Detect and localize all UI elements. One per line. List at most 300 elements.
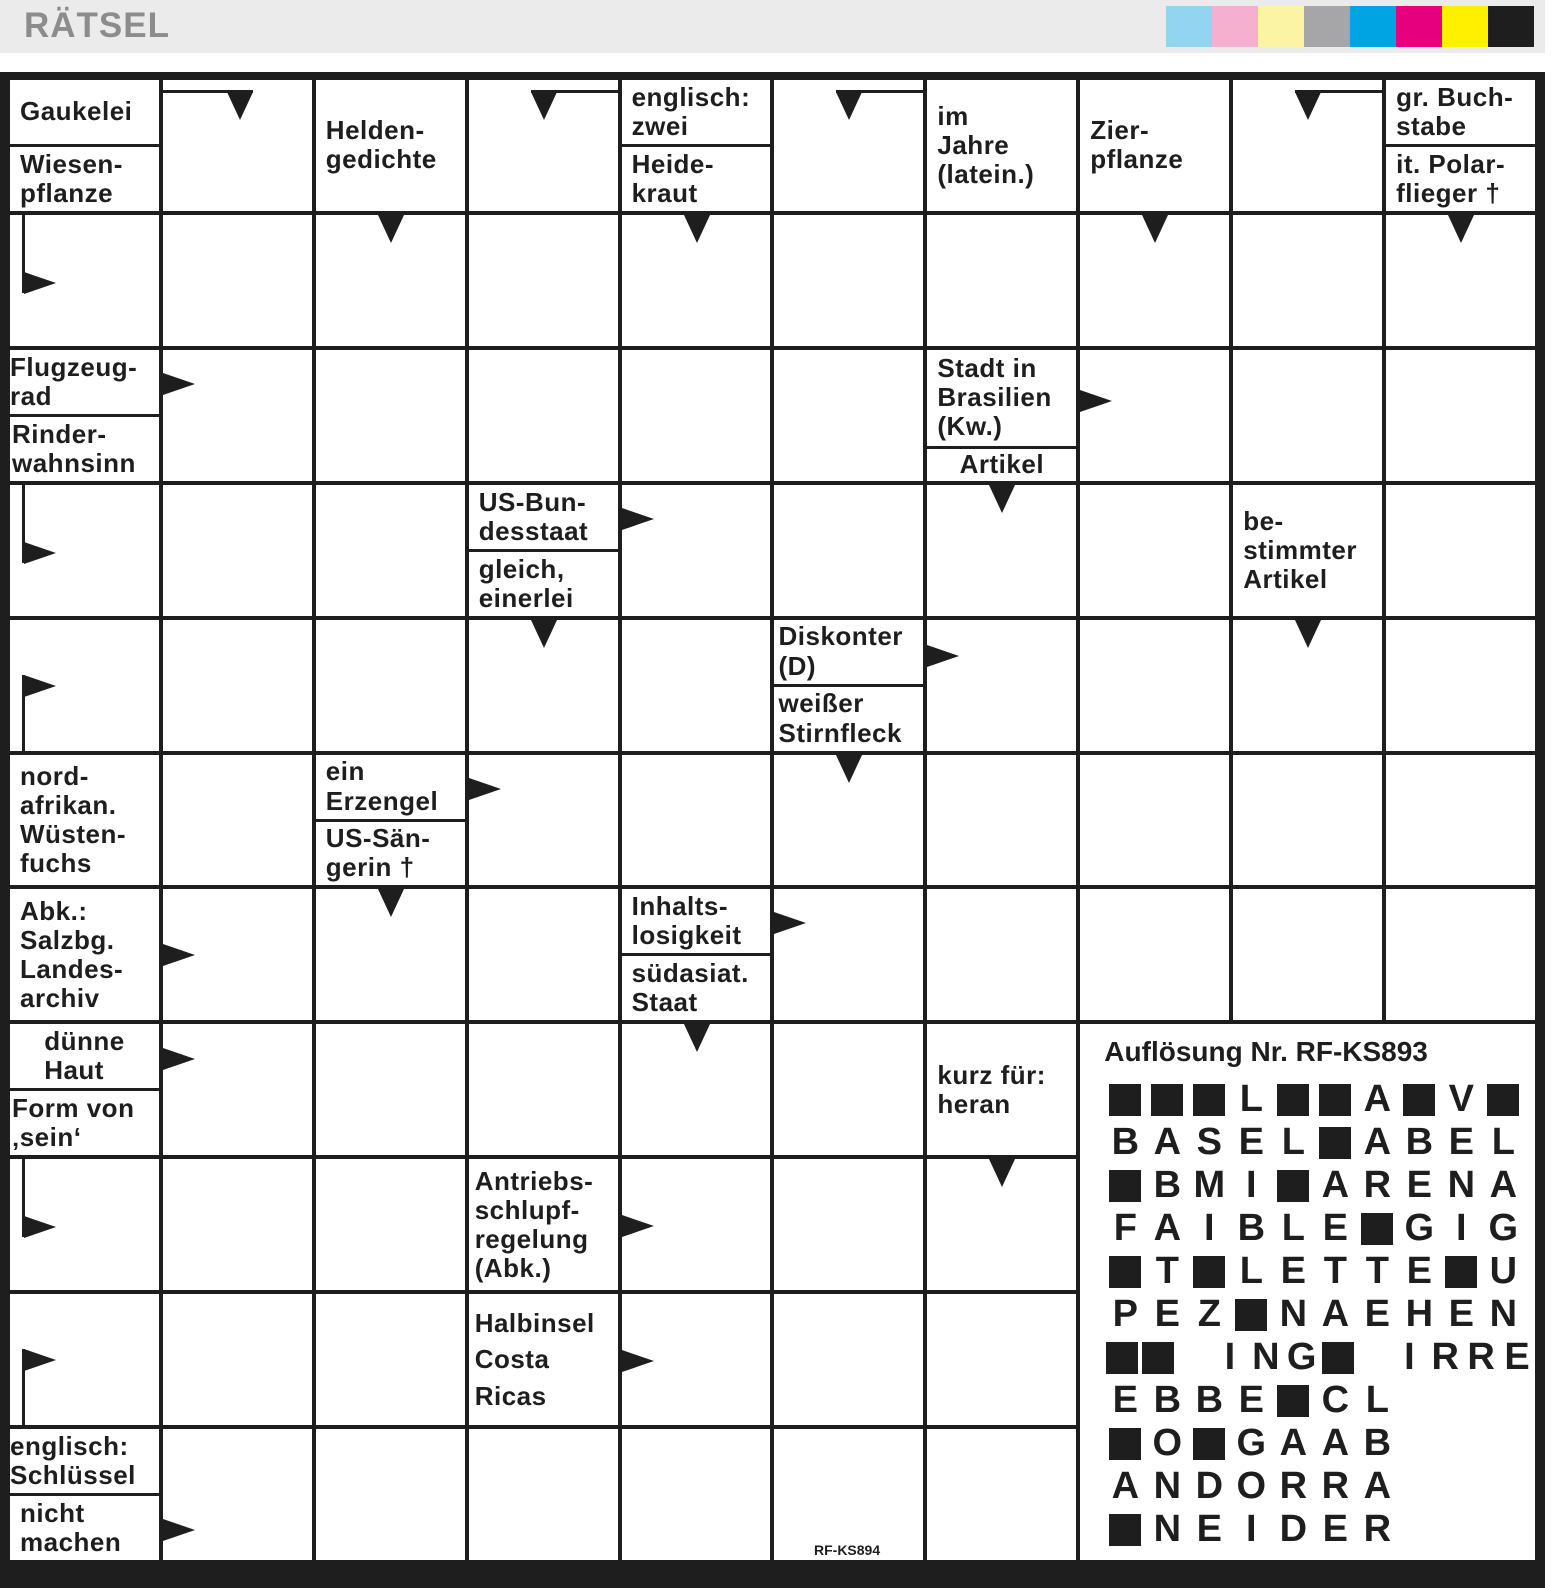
solution-block [1104, 1422, 1146, 1465]
answer-cell[interactable] [469, 889, 618, 1020]
answer-cell[interactable] [774, 80, 923, 211]
answer-cell[interactable] [469, 215, 618, 346]
solution-block-fill [1109, 1256, 1141, 1288]
answer-cell[interactable] [10, 1159, 159, 1290]
solution-block-fill [1109, 1170, 1141, 1202]
solution-letter: R [1431, 1336, 1459, 1379]
arrow-down-icon [836, 755, 862, 783]
answer-cell[interactable] [163, 620, 312, 751]
solution-letter: E [1448, 1121, 1474, 1164]
solution-letter: B [1153, 1164, 1182, 1207]
solution-block-fill [1403, 1084, 1435, 1116]
answer-cell[interactable] [927, 1429, 1076, 1560]
solution-letter: T [1323, 1250, 1347, 1293]
clue-cell [469, 1294, 618, 1425]
solution-row [1104, 1121, 1535, 1164]
solution-row [1104, 1379, 1535, 1422]
solution-letter: E [1364, 1293, 1390, 1336]
solution-letter: Z [1197, 1293, 1221, 1336]
clue-cell [316, 755, 465, 886]
solution-letter: N [1153, 1508, 1182, 1551]
solution-block-fill [1109, 1084, 1141, 1116]
solution-block [1272, 1379, 1314, 1422]
arrow-down-icon [531, 92, 557, 120]
solution-letter: G [1404, 1207, 1435, 1250]
answer-cell[interactable] [927, 620, 1076, 751]
solution-letter: E [1196, 1508, 1222, 1551]
clue-cell [622, 889, 771, 1020]
arrow-down-icon [378, 215, 404, 243]
swatch-cyan-light [1166, 6, 1212, 47]
clue-text: Artikel [927, 449, 1076, 481]
solution-letter: R [1321, 1465, 1350, 1508]
solution-block [1140, 1336, 1176, 1379]
clue-text: US-Bun- desstaat [469, 485, 618, 549]
answer-cell[interactable] [1386, 889, 1535, 1020]
clue-text: Form von ‚sein‘ [10, 1091, 159, 1155]
solution-letter: O [1152, 1422, 1183, 1465]
answer-cell[interactable] [10, 1294, 159, 1425]
solution-letter: R [1467, 1336, 1495, 1379]
solution-letter: N [1153, 1465, 1182, 1508]
solution-letter: N [1447, 1164, 1476, 1207]
arrow-down-icon [1295, 620, 1321, 648]
arrow-right-icon [24, 272, 56, 294]
clue-text: be- stimmter Artikel [1233, 485, 1382, 616]
arrow-down-icon [1448, 215, 1474, 243]
solution-letter: I [1456, 1207, 1467, 1250]
solution-block-fill [1487, 1084, 1519, 1116]
answer-cell[interactable] [927, 889, 1076, 1020]
arrow-line [22, 675, 25, 751]
solution-letter: E [1406, 1164, 1432, 1207]
answer-cell[interactable] [163, 485, 312, 616]
solution-letter: B [1111, 1121, 1140, 1164]
clue-cell [10, 1429, 159, 1560]
solution-row [1104, 1422, 1535, 1465]
answer-cell[interactable] [163, 889, 312, 1020]
answer-cell[interactable] [774, 485, 923, 616]
arrow-down-icon [1142, 215, 1168, 243]
solution-letter: E [1322, 1508, 1348, 1551]
answer-cell[interactable] [1386, 620, 1535, 751]
solution-block-fill [1109, 1428, 1141, 1460]
answer-cell[interactable] [316, 620, 465, 751]
solution-letter: A [1363, 1121, 1392, 1164]
arrow-down-icon [684, 215, 710, 243]
clue-cell [927, 350, 1076, 481]
solution-block [1104, 1078, 1146, 1121]
clue-text: kurz für: heran [927, 1024, 1076, 1155]
puzzle-code: RF-KS894 [814, 1542, 881, 1558]
solution-letter: E [1154, 1293, 1180, 1336]
clue-cell [927, 1024, 1076, 1155]
clue-cell [1386, 80, 1535, 211]
page-title: RÄTSEL [24, 6, 170, 45]
solution-letter: B [1195, 1379, 1224, 1422]
swatch-yellow-light [1258, 6, 1304, 47]
answer-cell[interactable] [774, 1429, 923, 1560]
swatch-yellow [1442, 6, 1488, 47]
solution-block [1482, 1078, 1524, 1121]
clue-cell [927, 80, 1076, 211]
solution-title: Auflösung Nr. RF-KS893 [1104, 1036, 1428, 1068]
arrow-right-icon [469, 778, 501, 800]
solution-letter: N [1252, 1336, 1280, 1379]
arrow-right-icon [24, 542, 56, 564]
answer-cell[interactable] [163, 1024, 312, 1155]
clue-cell [622, 80, 771, 211]
arrow-right-icon [163, 1048, 195, 1070]
solution-letter: T [1155, 1250, 1179, 1293]
clue-text: nord- afrikan. Wüsten- fuchs [10, 755, 159, 886]
clue-text: ein Erzengel [316, 755, 465, 819]
solution-block [1104, 1164, 1146, 1207]
solution-letter: A [1363, 1078, 1392, 1121]
clue-text: dünne Haut [10, 1024, 159, 1088]
answer-cell[interactable] [774, 1294, 923, 1425]
clue-cell [1080, 80, 1229, 211]
solution-block-fill [1277, 1385, 1309, 1417]
solution-letter: E [1322, 1207, 1348, 1250]
clue-cell [1233, 485, 1382, 616]
answer-cell[interactable] [927, 1294, 1076, 1425]
solution-letter: G [1488, 1207, 1519, 1250]
solution-letter: L [1491, 1121, 1515, 1164]
solution-letter: B [1363, 1422, 1392, 1465]
answer-cell[interactable] [1080, 620, 1229, 751]
clue-text: Zier- pflanze [1080, 80, 1229, 211]
answer-cell[interactable] [1080, 755, 1229, 886]
solution-letter: S [1196, 1121, 1222, 1164]
answer-cell[interactable] [469, 1429, 618, 1560]
answer-cell[interactable] [1233, 889, 1382, 1020]
arrow-right-icon [927, 645, 959, 667]
solution-letter: A [1321, 1293, 1350, 1336]
clue-text: Inhalts- losigkeit [622, 889, 771, 953]
clue-text: englisch: zwei [622, 80, 771, 144]
answer-cell[interactable] [622, 620, 771, 751]
solution-block [1356, 1207, 1398, 1250]
answer-cell[interactable] [1233, 350, 1382, 481]
arrow-down-icon [989, 485, 1015, 513]
swatch-black [1488, 6, 1534, 47]
clue-text: gleich, einerlei [469, 552, 618, 616]
arrow-right-icon [163, 1519, 195, 1541]
solution-letter: F [1113, 1207, 1137, 1250]
solution-letter: D [1195, 1465, 1224, 1508]
answer-cell[interactable] [316, 1429, 465, 1560]
answer-cell[interactable] [622, 755, 771, 886]
solution-letter: A [1489, 1164, 1518, 1207]
solution-block-fill [1277, 1084, 1309, 1116]
answer-cell[interactable] [163, 1159, 312, 1290]
answer-cell[interactable] [1386, 215, 1535, 346]
solution-block-fill [1106, 1342, 1138, 1374]
solution-letter: O [1236, 1465, 1267, 1508]
solution-block [1104, 1336, 1140, 1379]
solution-letter: B [1405, 1121, 1434, 1164]
solution-panel [1080, 1024, 1535, 1560]
solution-letter: I [1246, 1164, 1257, 1207]
answer-cell[interactable] [622, 1429, 771, 1560]
swatch-magenta-light [1212, 6, 1258, 47]
arrow-down-icon [1295, 92, 1321, 120]
clue-text: Abk.: Salzbg. Landes- archiv [10, 889, 159, 1020]
answer-cell[interactable] [774, 1159, 923, 1290]
solution-letter: A [1111, 1465, 1140, 1508]
answer-cell[interactable] [316, 485, 465, 616]
solution-row [1104, 1336, 1535, 1379]
swatch-magenta [1396, 6, 1442, 47]
solution-letter: L [1365, 1379, 1389, 1422]
solution-letter: L [1281, 1121, 1305, 1164]
clue-cell [316, 80, 465, 211]
solution-block [1104, 1508, 1146, 1551]
arrow-right-icon [24, 1349, 56, 1371]
solution-letter: L [1281, 1207, 1305, 1250]
solution-letter: A [1153, 1207, 1182, 1250]
solution-block-fill [1193, 1084, 1225, 1116]
solution-block [1314, 1078, 1356, 1121]
header-bar [0, 0, 1545, 53]
solution-letter: R [1363, 1164, 1392, 1207]
answer-cell[interactable] [927, 215, 1076, 346]
solution-block [1146, 1078, 1188, 1121]
answer-cell[interactable] [163, 215, 312, 346]
clue-text: gr. Buch- stabe [1386, 80, 1535, 144]
clue-text: Wiesen- pflanze [10, 147, 159, 211]
clue-text: Gaukelei [10, 80, 159, 144]
solution-letter: E [1112, 1379, 1138, 1422]
clue-text: weißer Stirnfleck [774, 687, 923, 751]
solution-letter: H [1405, 1293, 1434, 1336]
solution-block [1272, 1078, 1314, 1121]
answer-cell[interactable] [622, 350, 771, 481]
solution-row [1104, 1293, 1535, 1336]
answer-cell[interactable] [316, 1024, 465, 1155]
answer-cell[interactable] [469, 1024, 618, 1155]
answer-cell[interactable] [10, 215, 159, 346]
arrow-right-icon [163, 944, 195, 966]
arrow-right-icon [774, 912, 806, 934]
solution-letter: I [1404, 1336, 1415, 1379]
answer-cell[interactable] [622, 1294, 771, 1425]
solution-block [1230, 1293, 1272, 1336]
answer-cell[interactable] [1080, 350, 1229, 481]
answer-cell[interactable] [316, 350, 465, 481]
solution-row [1104, 1164, 1535, 1207]
arrow-right-icon [163, 373, 195, 395]
answer-cell[interactable] [1233, 755, 1382, 886]
solution-letter: B [1153, 1379, 1182, 1422]
answer-cell[interactable] [774, 755, 923, 886]
swatch-gray [1304, 6, 1350, 47]
solution-letter: A [1321, 1164, 1350, 1207]
answer-cell[interactable] [10, 620, 159, 751]
answer-cell[interactable] [163, 350, 312, 481]
solution-letter: A [1279, 1422, 1308, 1465]
arrow-down-icon [531, 620, 557, 648]
solution-letter: E [1280, 1250, 1306, 1293]
solution-letter: I [1246, 1508, 1257, 1551]
solution-block-fill [1319, 1084, 1351, 1116]
clue-cell [10, 755, 159, 886]
answer-cell[interactable] [316, 889, 465, 1020]
solution-block [1104, 1250, 1146, 1293]
answer-cell[interactable] [469, 755, 618, 886]
solution-letter: V [1448, 1078, 1474, 1121]
answer-cell[interactable] [1080, 485, 1229, 616]
solution-row [1104, 1508, 1535, 1551]
solution-block [1398, 1078, 1440, 1121]
answer-cell[interactable] [1386, 485, 1535, 616]
clue-text: US-Sän- gerin † [316, 822, 465, 886]
solution-block-fill [1445, 1256, 1477, 1288]
arrow-down-icon [989, 1159, 1015, 1187]
solution-block-fill [1193, 1428, 1225, 1460]
answer-cell[interactable] [1386, 350, 1535, 481]
solution-letter: A [1321, 1422, 1350, 1465]
answer-cell[interactable] [774, 350, 923, 481]
arrow-right-icon [622, 1350, 654, 1372]
solution-block [1314, 1121, 1356, 1164]
arrow-down-icon [378, 889, 404, 917]
clue-text: Diskonter (D) [774, 620, 923, 684]
solution-block-fill [1109, 1514, 1141, 1546]
answer-cell[interactable] [927, 1159, 1076, 1290]
solution-block [1440, 1250, 1482, 1293]
answer-cell[interactable] [1386, 755, 1535, 886]
solution-block-fill [1322, 1342, 1354, 1374]
solution-letter: U [1489, 1250, 1518, 1293]
answer-cell[interactable] [469, 620, 618, 751]
answer-cell[interactable] [774, 215, 923, 346]
answer-cell[interactable] [774, 1024, 923, 1155]
solution-letter: A [1363, 1465, 1392, 1508]
solution-block-fill [1193, 1256, 1225, 1288]
answer-cell[interactable] [927, 485, 1076, 616]
clue-cell [469, 1159, 618, 1290]
answer-cell[interactable] [163, 1429, 312, 1560]
clue-cell [774, 620, 923, 751]
solution-block-fill [1151, 1084, 1183, 1116]
clue-text: Helden- gedichte [316, 80, 465, 211]
answer-cell[interactable] [1233, 80, 1382, 211]
clue-cell [469, 485, 618, 616]
answer-cell[interactable] [469, 80, 618, 211]
solution-letter: E [1238, 1379, 1264, 1422]
answer-cell[interactable] [622, 1159, 771, 1290]
clue-text: englisch: Schlüssel [10, 1429, 159, 1493]
clue-text: nicht machen [10, 1496, 159, 1560]
solution-row [1104, 1250, 1535, 1293]
solution-block-fill [1235, 1299, 1267, 1331]
solution-block [1188, 1422, 1230, 1465]
clue-text: im Jahre (latein.) [927, 80, 1076, 211]
solution-letter: N [1279, 1293, 1308, 1336]
answer-cell[interactable] [163, 1294, 312, 1425]
answer-cell[interactable] [10, 485, 159, 616]
solution-letter: D [1279, 1508, 1308, 1551]
arrow-right-icon [24, 1216, 56, 1238]
answer-cell[interactable] [316, 1294, 465, 1425]
answer-cell[interactable] [622, 485, 771, 616]
clue-text: it. Polar- flieger † [1386, 147, 1535, 211]
solution-block [1272, 1164, 1314, 1207]
solution-letter: R [1279, 1465, 1308, 1508]
solution-letter: E [1238, 1121, 1264, 1164]
solution-letter: N [1489, 1293, 1518, 1336]
answer-cell[interactable] [1233, 215, 1382, 346]
answer-cell[interactable] [316, 215, 465, 346]
answer-cell[interactable] [163, 755, 312, 886]
answer-cell[interactable] [316, 1159, 465, 1290]
answer-cell[interactable] [927, 755, 1076, 886]
clue-cell [10, 1024, 159, 1155]
solution-letter: A [1153, 1121, 1182, 1164]
clue-text: Rinder- wahnsinn [10, 417, 159, 481]
solution-block-fill [1361, 1213, 1393, 1245]
answer-cell[interactable] [622, 1024, 771, 1155]
clue-cell [10, 350, 159, 481]
swatch-cyan [1350, 6, 1396, 47]
solution-letter: I [1204, 1207, 1215, 1250]
crossword-puzzle [0, 72, 1545, 1588]
clue-text: Halbinsel Costa Ricas [469, 1294, 618, 1425]
clue-text: Flugzeug- rad [10, 350, 159, 414]
clue-text: Antriebs- schlupf- regelung (Abk.) [469, 1159, 618, 1290]
arrow-right-icon [622, 508, 654, 530]
solution-grid [1104, 1078, 1535, 1551]
answer-cell[interactable] [163, 80, 312, 211]
solution-row [1104, 1078, 1535, 1121]
solution-letter: I [1224, 1336, 1236, 1379]
solution-letter: P [1112, 1293, 1138, 1336]
clue-cell [10, 889, 159, 1020]
solution-letter: G [1286, 1336, 1317, 1379]
solution-row [1104, 1207, 1535, 1250]
solution-block-fill [1142, 1342, 1174, 1374]
clue-text: Stadt in Brasilien (Kw.) [927, 350, 1076, 446]
solution-letter: L [1239, 1078, 1263, 1121]
solution-block-fill [1319, 1127, 1351, 1159]
solution-letter [1356, 1336, 1392, 1379]
solution-letter: C [1321, 1379, 1350, 1422]
answer-cell[interactable] [469, 350, 618, 481]
clue-text: Heide- kraut [622, 147, 771, 211]
clue-cell [10, 80, 159, 211]
arrow-down-icon [836, 92, 862, 120]
clue-text: südasiat. Staat [622, 956, 771, 1020]
solution-letter: E [1406, 1250, 1432, 1293]
answer-cell[interactable] [1080, 215, 1229, 346]
solution-block [1320, 1336, 1356, 1379]
solution-block-fill [1277, 1170, 1309, 1202]
answer-cell[interactable] [774, 889, 923, 1020]
solution-letter: M [1193, 1164, 1226, 1207]
color-swatches [1166, 6, 1534, 47]
answer-cell[interactable] [1080, 889, 1229, 1020]
solution-letter: B [1237, 1207, 1266, 1250]
arrow-line [22, 1349, 25, 1425]
solution-block [1188, 1250, 1230, 1293]
answer-cell[interactable] [1233, 620, 1382, 751]
arrow-down-icon [684, 1024, 710, 1052]
answer-cell[interactable] [622, 215, 771, 346]
solution-letter: E [1448, 1293, 1474, 1336]
solution-letter: L [1239, 1250, 1263, 1293]
